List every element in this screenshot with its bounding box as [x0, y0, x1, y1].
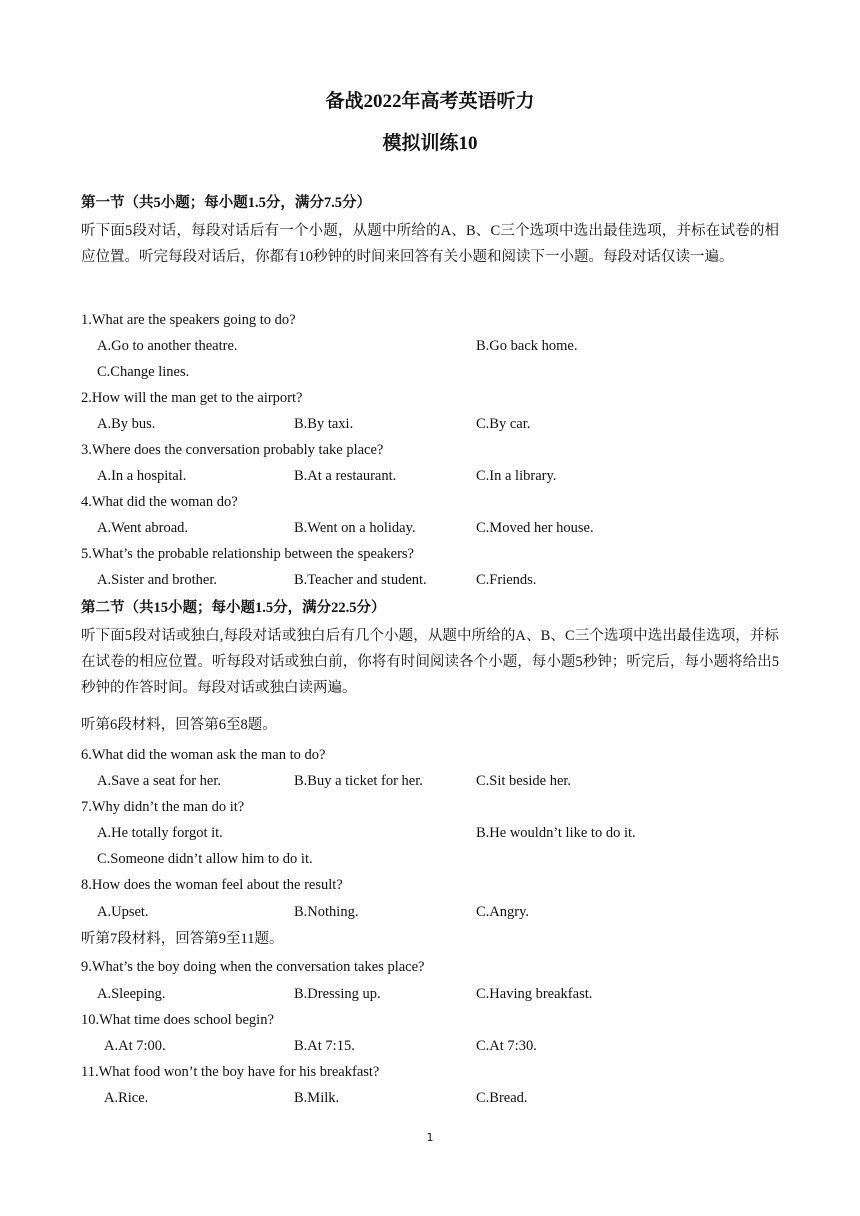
q8-option-c: C.Angry. [476, 904, 530, 920]
q2-option-a: A.By bus. [97, 416, 156, 432]
section2-instructions: 听下面5段对话或独白,每段对话或独白后有几个小题，从题中所给的A、B、C三个选项中选出最佳选项，并标在试卷的相应位置。听每段对话或独白前，你将有时间阅读各个小题，每小题5秒钟；听完后，每小题将给出5秒钟的作答时间。每段对话或独白读两遍。 [81, 628, 779, 696]
q9-option-c: C.Having breakfast. [476, 986, 593, 1002]
q6-option-c: C.Sit beside her. [476, 773, 572, 789]
q4-option-a: A.Went abroad. [97, 520, 189, 536]
question-9: 9.What’s the boy doing when the conversation takes place? [81, 959, 425, 975]
page-number: 1 [426, 1131, 434, 1144]
q7-option-b: B.He wouldn’t like to do it. [476, 825, 636, 841]
q9-option-b: B.Dressing up. [294, 986, 381, 1002]
q11-option-c: C.Bread. [476, 1090, 528, 1106]
material-6-note: 听第6段材料，回答第6至8题。 [81, 717, 277, 733]
q11-option-b: B.Milk. [294, 1090, 340, 1106]
question-4: 4.What did the woman do? [81, 494, 238, 510]
q2-option-c: C.By car. [476, 416, 531, 432]
q4-option-b: B.Went on a holiday. [294, 520, 416, 536]
question-7: 7.Why didn’t the man do it? [81, 799, 245, 815]
q1-option-b: B.Go back home. [476, 338, 578, 354]
q3-option-b: B.At a restaurant. [294, 468, 397, 484]
page-subtitle: 模拟训练10 [382, 133, 478, 154]
section2-heading: 第二节（共15小题；每小题1.5分，满分22.5分） [81, 600, 386, 616]
q6-option-a: A.Save a seat for her. [97, 773, 222, 789]
question-3: 3.Where does the conversation probably take place? [81, 442, 384, 458]
section1-heading: 第一节（共5小题；每小题1.5分，满分7.5分） [81, 195, 371, 211]
q2-option-b: B.By taxi. [294, 416, 354, 432]
question-10: 10.What time does school begin? [81, 1012, 274, 1028]
question-5: 5.What’s the probable relationship between the speakers? [81, 546, 414, 562]
q10-option-b: B.At 7:15. [294, 1038, 355, 1054]
q8-option-a: A.Upset. [97, 904, 149, 920]
q5-option-a: A.Sister and brother. [97, 572, 218, 588]
material-7-note: 听第7段材料，回答第9至11题。 [81, 931, 284, 947]
q5-option-c: C.Friends. [476, 572, 537, 588]
question-2: 2.How will the man get to the airport? [81, 390, 303, 406]
q3-option-a: A.In a hospital. [97, 468, 187, 484]
question-1: 1.What are the speakers going to do? [81, 312, 296, 328]
section1-instructions: 听下面5段对话，每段对话后有一个小题，从题中所给的A、B、C三个选项中选出最佳选项，并标在试卷的相应位置。听完每段对话后，你都有10秒钟的时间来回答有关小题和阅读下一小题。每段对话仅读一遍。 [81, 223, 779, 265]
question-8: 8.How does the woman feel about the result? [81, 877, 343, 893]
q7-option-a: A.He totally forgot it. [97, 825, 223, 841]
q9-option-a: A.Sleeping. [97, 986, 166, 1002]
q10-option-c: C.At 7:30. [476, 1038, 537, 1054]
q5-option-b: B.Teacher and student. [294, 572, 427, 588]
q1-option-c: C.Change lines. [97, 364, 190, 380]
q4-option-c: C.Moved her house. [476, 520, 594, 536]
q10-option-a: A.At 7:00. [104, 1038, 166, 1054]
q6-option-b: B.Buy a ticket for her. [294, 773, 423, 789]
q3-option-c: C.In a library. [476, 468, 557, 484]
question-11: 11.What food won’t the boy have for his breakfast? [81, 1064, 380, 1080]
q1-option-a: A.Go to another theatre. [97, 338, 238, 354]
q7-option-c: C.Someone didn’t allow him to do it. [97, 851, 313, 867]
q8-option-b: B.Nothing. [294, 904, 359, 920]
question-6: 6.What did the woman ask the man to do? [81, 747, 326, 763]
q11-option-a: A.Rice. [104, 1090, 149, 1106]
page-title: 备战2022年高考英语听力 [325, 91, 535, 112]
